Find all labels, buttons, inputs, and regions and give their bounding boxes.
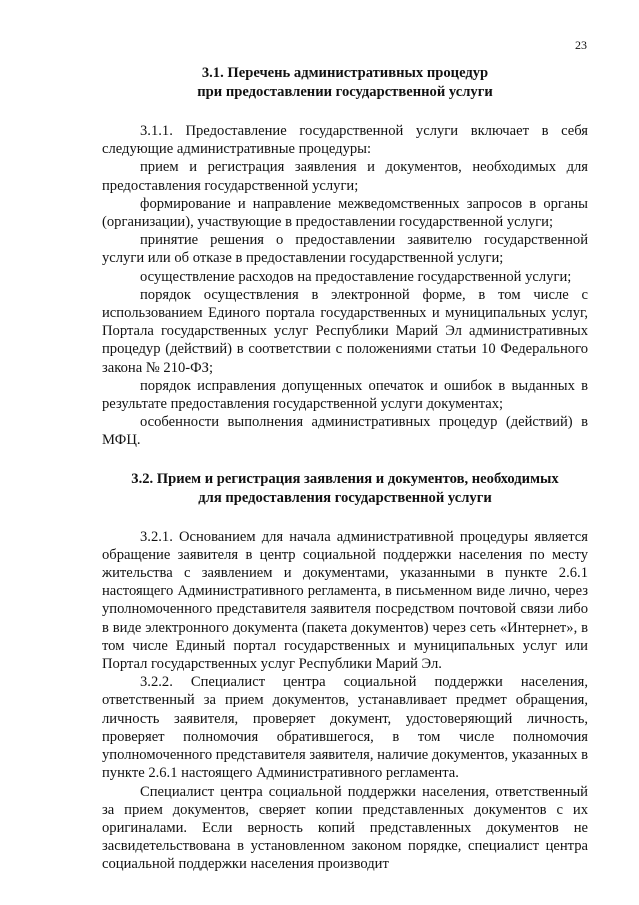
- section-heading-line: для предоставления государственной услуги: [198, 489, 492, 506]
- paragraph-3-2-2: 3.2.2. Специалист центра социальной поддержки населения, ответственный за прием документов, устанавливает предмет обращения, личность заявителя, проверяет документ, удостоверяющий личность, проверяет полномочия обратившегося, в том числе полномочия уполномоченного представителя заявителя, наличие документов, указанных в пункте 2.6.1 настоящего Административного регламента.: [102, 674, 588, 782]
- list-item-procedure: формирование и направление межведомственных запросов в органы (организации), участвующие в предоставлении государственной услуги;: [102, 195, 588, 231]
- section-heading-3-1: [102, 64, 588, 102]
- page-content: [102, 64, 588, 874]
- section-heading-line: при предоставлении государственной услуги: [197, 84, 493, 100]
- list-item-procedure: принятие решения о предоставлении заявителю государственной услуги или об отказе в предоставлении государственной услуги;: [102, 232, 588, 267]
- paragraph-3-2-1: 3.2.1. Основанием для начала административной процедуры является обращение заявителя в центр социальной поддержки населения по месту жительства с заявлением и документами, указанными в пункте 2.6.1 настоящего Административного регламента, в письменном виде лично, через уполномоченного представителя заявителя посредством почтовой связи либо в виде электронного документа (пакета документов) через сеть «Интернет», в том числе Единый портал государственных и муниципальных услуг или Портал государственных услуг Республики Марий Эл.: [102, 528, 588, 673]
- list-item-procedure: особенности выполнения административных процедур (действий) в МФЦ.: [102, 414, 588, 449]
- page-number: 23: [575, 38, 587, 52]
- section-heading-line: 3.2. Прием и регистрация заявления и документов, необходимых: [131, 470, 559, 487]
- list-item-procedure: порядок исправления допущенных опечаток и ошибок в выданных в результате предоставления государственной услуги документах;: [102, 377, 588, 413]
- list-item-procedure: порядок осуществления в электронной форме, в том числе с использованием Единого портала государственных и муниципальных услуг, Портала государственных услуг Республики Марий Эл административных процедур (действий) в соответствии с положениями статьи 10 Федерального закона № 210-ФЗ;: [102, 286, 588, 376]
- section-heading-3-2: [102, 470, 588, 508]
- section-heading-line: 3.1. Перечень административных процедур: [201, 65, 489, 81]
- list-item-procedure: осуществление расходов на предоставление государственной услуги;: [140, 268, 572, 285]
- paragraph-specialist: Специалист центра социальной поддержки населения, ответственный за прием документов, сверяет копии представленных документов с их оригиналами. Если верность копий представленных документов не засвидетельствована в установленном законом порядке, специалист центра социальной поддержки населения производит: [102, 783, 588, 873]
- list-item-procedure: прием и регистрация заявления и документов, необходимых для предоставления государственной услуги;: [102, 159, 588, 194]
- paragraph-3-1-1: 3.1.1. Предоставление государственной услуги включает в себя следующие административные процедуры:: [102, 123, 588, 158]
